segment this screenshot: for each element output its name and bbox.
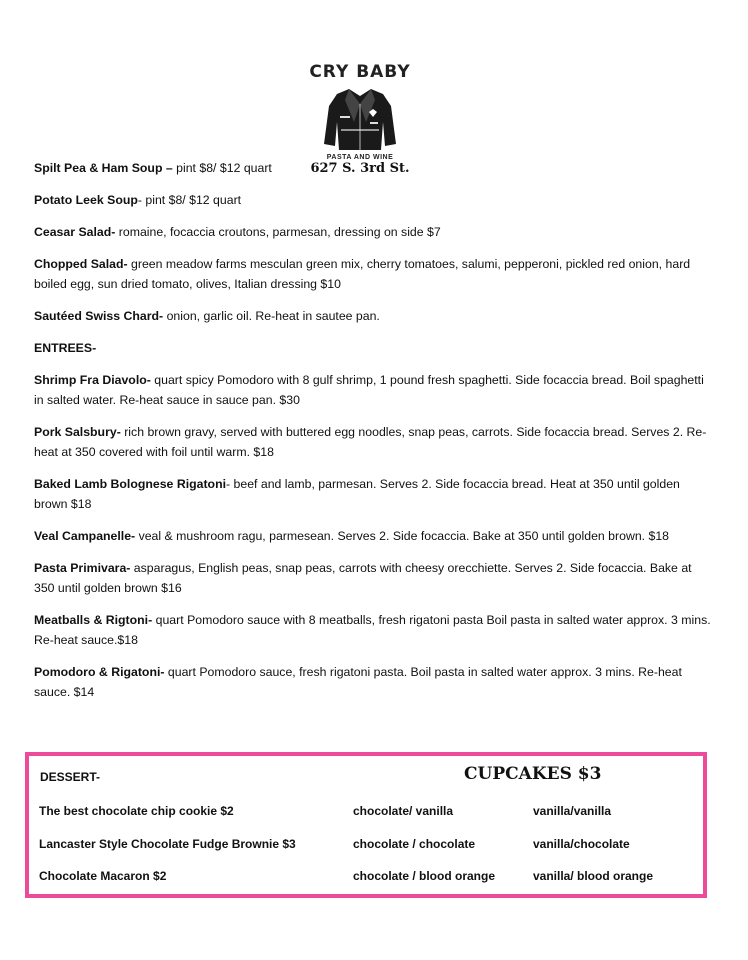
- cupcake-flavors-column-1: [353, 804, 495, 902]
- entrees-heading: ENTREES-: [34, 341, 97, 355]
- item-desc: onion, garlic oil. Re-heat in sautee pan.: [163, 309, 380, 323]
- item-desc: asparagus, English peas, snap peas, carrots with cheesy orecchiette. Serves 2. Side focaccia. Bake at 350 until golden brown $16: [34, 561, 692, 595]
- leather-jacket-icon: [323, 86, 397, 152]
- item-desc: romaine, focaccia croutons, parmesan, dressing on side $7: [115, 225, 441, 239]
- dessert-item: Lancaster Style Chocolate Fudge Brownie $3: [39, 836, 296, 851]
- item-name: Potato Leek Soup: [34, 193, 138, 207]
- cupcake-flavor: vanilla/chocolate: [533, 836, 630, 851]
- menu-item: [34, 370, 714, 410]
- item-name: Veal Campanelle-: [34, 529, 136, 543]
- menu-item: [34, 158, 714, 178]
- item-desc: - beef and lamb, parmesan. Serves 2. Side focaccia bread. Heat at 350 until golden brown $18: [34, 477, 680, 511]
- item-name: Pomodoro & Rigatoni-: [34, 665, 165, 679]
- item-desc: veal & mushroom ragu, parmesean. Serves 2. Side focaccia. Bake at 350 until golden brown. $18: [135, 529, 670, 543]
- dessert-item: Chocolate Macaron $2: [39, 869, 167, 883]
- item-name: Chopped Salad-: [34, 257, 128, 271]
- cupcake-flavor: chocolate / blood orange: [353, 869, 496, 883]
- menu-item: [34, 526, 714, 546]
- cupcake-flavor: chocolate / chocolate: [353, 836, 476, 851]
- cupcake-flavor: vanilla/ blood orange: [533, 869, 654, 883]
- item-desc: - pint $8/ $12 quart: [137, 193, 242, 207]
- brand-name: CRY BABY: [309, 62, 411, 82]
- item-desc: quart Pomodoro sauce with 8 meatballs, fresh rigatoni pasta Boil pasta in salted water approx. 3 mins. Re-heat sauce.$18: [34, 613, 711, 647]
- menu-item: [34, 558, 714, 598]
- dessert-heading: DESSERT-: [40, 770, 101, 784]
- menu-list: [34, 158, 714, 714]
- item-desc: green meadow farms mesculan green mix, cherry tomatoes, salumi, pepperoni, pickled red onion, hard boiled egg, sun dried tomato, olives, Italian dressing $10: [34, 257, 691, 291]
- item-desc: quart Pomodoro sauce, fresh rigatoni pasta. Boil pasta in salted water approx. 3 mins. Re-heat sauce. $14: [34, 665, 682, 699]
- item-name: Baked Lamb Bolognese Rigatoni: [34, 477, 226, 491]
- menu-item: [34, 222, 714, 242]
- item-name: Ceasar Salad-: [34, 225, 116, 239]
- cupcakes-heading: CUPCAKES $3: [464, 764, 602, 784]
- item-name: Shrimp Fra Diavolo-: [34, 373, 151, 387]
- dessert-box: [25, 752, 707, 898]
- menu-item: [34, 610, 714, 650]
- menu-item: [34, 422, 714, 462]
- item-desc: rich brown gravy, served with buttered egg noodles, snap peas, carrots. Side focaccia bread. Serves 2. Re-heat at 350 covered with foil until warm. $18: [34, 425, 707, 459]
- cupcake-flavors-column-2: [533, 804, 653, 902]
- item-name: Pork Salsbury-: [34, 425, 121, 439]
- menu-item: [34, 474, 714, 514]
- item-desc: pint $8/ $12 quart: [172, 161, 272, 175]
- item-name: Pasta Primivara-: [34, 561, 131, 575]
- cupcake-flavor: chocolate/ vanilla: [353, 804, 454, 818]
- item-desc: quart spicy Pomodoro with 8 gulf shrimp, 1 pound fresh spaghetti. Side focaccia bread. Boil spaghetti in salted water. Re-heat sauce in sauce pan. $30: [34, 373, 704, 407]
- dessert-item: The best chocolate chip cookie $2: [39, 804, 234, 818]
- menu-item: [34, 662, 714, 702]
- address: 627 S. 3rd St.: [310, 161, 410, 176]
- menu-item: [34, 190, 714, 210]
- item-name: Spilt Pea & Ham Soup –: [34, 161, 173, 175]
- dessert-items-column: [39, 804, 296, 902]
- item-name: Sautéed Swiss Chard-: [34, 309, 164, 323]
- item-name: Meatballs & Rigtoni-: [34, 613, 153, 627]
- menu-item: [34, 254, 714, 294]
- tagline: PASTA AND WINE: [326, 154, 394, 161]
- cupcake-flavor: vanilla/vanilla: [533, 804, 612, 818]
- menu-item: [34, 306, 714, 326]
